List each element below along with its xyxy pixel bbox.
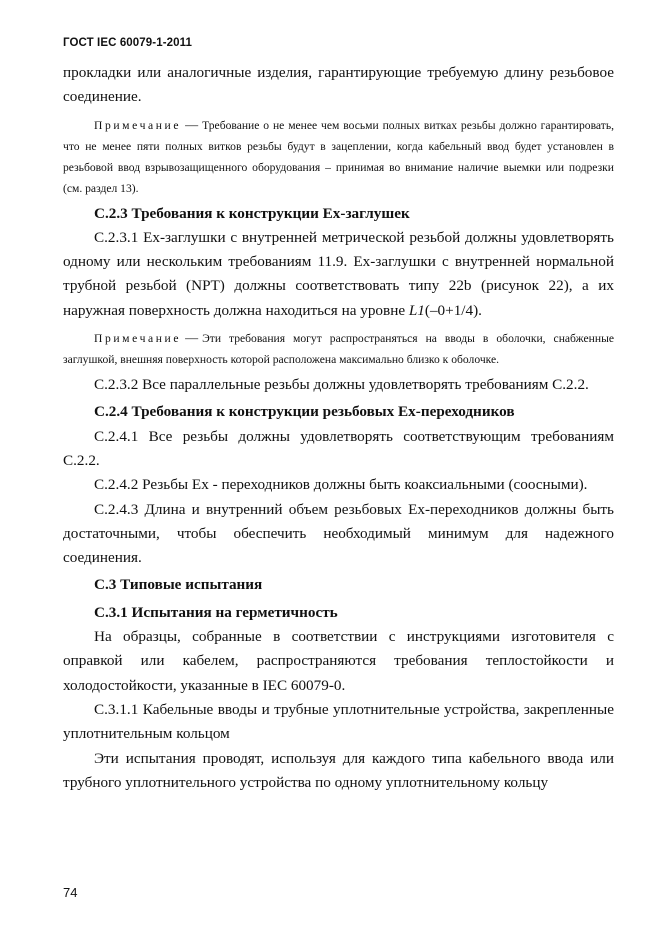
note-text: Эти требования могут распространяться на вводы в оболочки, снабженные заглушкой, внешняя поверхность которой расположена максимально близко к оболочке.: [63, 332, 614, 367]
note-label: Примечание: [94, 118, 182, 132]
section-heading-c31: С.3.1 Испытания на герметичность: [94, 603, 338, 621]
paragraph-c311: С.3.1.1 Кабельные вводы и трубные уплотнительные устройства, закрепленные уплотнительным кольцом: [63, 700, 614, 743]
note-label: Примечание: [94, 332, 182, 346]
paragraph-c243: С.2.4.3 Длина и внутренний объем резьбовых Ex-переходников должны быть достаточными, чтобы обеспечить необходимый минимум для надежного соединения.: [63, 500, 614, 567]
section-heading-c3: С.3 Типовые испытания: [94, 576, 263, 594]
paragraph-c31: На образцы, собранные в соответствии с инструкциями изготовителя с оправкой или кабелем, распространяются требования теплостойкости и холодостойкости, указанные в IEC 60079-0.: [63, 628, 614, 694]
note-dash: —: [185, 116, 199, 132]
note-paragraph-1: [63, 114, 614, 199]
document-body: [63, 61, 614, 795]
paragraph-text: С.2.3.1 Ex-заглушки с внутренней метрической резьбой должны удовлетворять одному или нескольким требованиям 11.9. Ex-заглушки с внутренней нормальной трубной резьбой (NPT) должны соответствовать типу 22b (рисунок 22), а их наружная поверхность должна находиться на уровне: [63, 228, 614, 319]
note-dash: —: [185, 330, 199, 346]
paragraph-last: Эти испытания проводят, используя для каждого типа кабельного ввода или трубного уплотнительного устройства по одному уплотнительному кольцу: [63, 749, 614, 791]
note-text: Требование о не менее чем восьми полных витках резьбы должно гарантировать, что не менее пяти полных витков резьбы будут в зацеплении, когда кабельный ввод будет установлен в резьбовой ввод взрывозащищенного оборудования – принимая во внимание наличие выемки или подрезки (см. раздел 13).: [63, 118, 614, 195]
paragraph-text-end: (–0+1/4).: [424, 301, 482, 319]
paragraph-c241: С.2.4.1 Все резьбы должны удовлетворять соответствующим требованиям С.2.2.: [63, 427, 614, 469]
paragraph-c232: С.2.3.2 Все параллельные резьбы должны удовлетворять требованиям С.2.2.: [94, 376, 589, 394]
paragraph-c242: С.2.4.2 Резьбы Ex - переходников должны быть коаксиальными (соосными).: [94, 476, 588, 494]
section-heading-c24: С.2.4 Требования к конструкции резьбовых Ex-переходников: [94, 403, 515, 421]
italic-symbol-l1: L1: [408, 301, 425, 319]
section-heading-c23: С.2.3 Требования к конструкции Ex-заглушек: [94, 204, 410, 222]
continuation-paragraph: прокладки или аналогичные изделия, гарантирующие требуемую длину резьбовое соединение.: [63, 64, 614, 106]
note-paragraph-2: [63, 327, 614, 370]
paragraph-c231: [63, 226, 614, 323]
standard-header: ГОСТ IEC 60079-1-2011: [63, 37, 192, 49]
page-number: 74: [63, 885, 78, 900]
